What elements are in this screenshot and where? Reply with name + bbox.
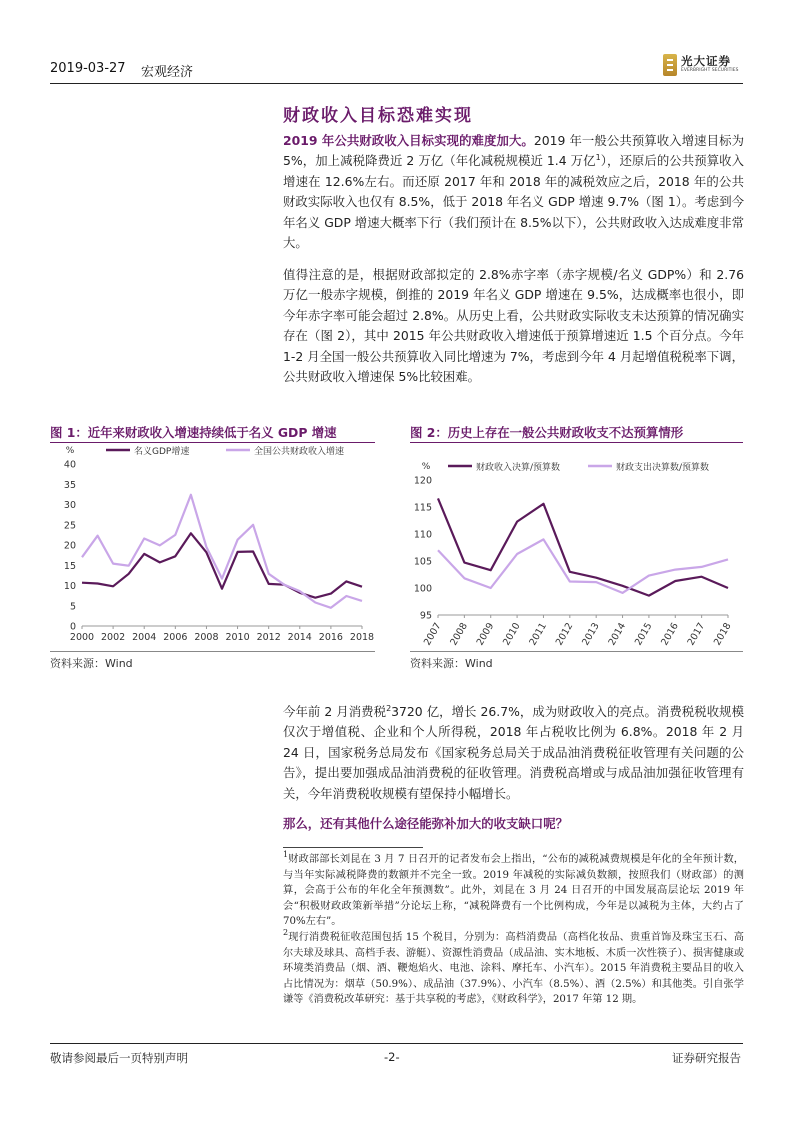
figure-2-source: 资料来源：Wind <box>410 657 493 670</box>
figure-1-chart <box>50 446 375 646</box>
x-tick-label: 2011 <box>527 621 550 648</box>
y-tick-label: 95 <box>419 610 432 622</box>
x-tick-label: 2008 <box>194 632 219 643</box>
x-tick-label: 2010 <box>225 632 250 643</box>
paragraph-1 <box>283 131 744 253</box>
section-question: 那么，还有其他什么途径能弥补加大的收支缺口呢？ <box>283 816 568 831</box>
x-tick-label: 2010 <box>501 621 523 648</box>
x-tick-label: 2000 <box>69 632 95 643</box>
x-tick-label: 2013 <box>580 621 602 648</box>
x-tick-label: 2012 <box>256 632 281 643</box>
y-tick-label: 20 <box>63 540 76 552</box>
y-tick-label: 5 <box>69 601 76 613</box>
logo-mark-icon <box>663 54 677 76</box>
series-line-2 <box>82 495 362 608</box>
x-tick-label: 2002 <box>101 632 126 643</box>
logo-name-cn: 光大证券 <box>681 54 731 68</box>
x-tick-label: 2014 <box>606 621 629 648</box>
footnote-1-text: 财政部部长刘昆在 3 月 7 日召开的记者发布会上指出，“公布的减税减费规模是年化的全年预计数，与当年实际减税降费的数额并不完全一致。2019 年减税的实际减负数额，按照我们（财政部）的测算，会高于公布的年化全年预测数”。此外，刘昆在 3 月 24 日召开的中国发展高层论坛 2019 年会“积极财政政策新举措”分论坛上称，“减税降费有一个比例构成，今年是以减税为主体，大约占了 70%左右”。 <box>283 854 744 928</box>
x-tick-label: 2004 <box>132 632 157 643</box>
y-tick-label: 10 <box>63 581 76 592</box>
x-tick-label: 2016 <box>659 621 681 648</box>
x-tick-label: 2017 <box>685 621 708 648</box>
x-tick-label: 2016 <box>318 632 343 643</box>
y-unit-label: % <box>421 462 431 472</box>
y-tick-label: 100 <box>413 583 432 595</box>
figure-2-chart <box>410 446 743 651</box>
y-tick-label: 110 <box>413 529 432 541</box>
paragraph-3-text-a: 今年前 2 月消费税 <box>283 704 387 719</box>
footnote-1-mark: 1 <box>283 850 289 859</box>
figure-2-caption: 图 2：历史上存在一般公共财政收支不达预算情形 <box>410 425 684 440</box>
report-date: 2019-03-27 <box>50 61 126 76</box>
x-tick-label: 2014 <box>287 632 312 643</box>
figure-1-top-rule <box>50 442 375 443</box>
footer-rule <box>50 1043 743 1044</box>
y-tick-label: 105 <box>413 556 432 568</box>
x-tick-label: 2018 <box>349 632 375 643</box>
header-rule <box>50 83 743 84</box>
footnote-rule <box>283 847 423 848</box>
figure-1-bottom-rule <box>50 651 375 652</box>
x-tick-label: 2008 <box>448 621 470 648</box>
y-unit-label: % <box>65 446 75 456</box>
y-tick-label: 120 <box>413 475 432 487</box>
section-title: 财政收入目标恐难实现 <box>283 106 473 126</box>
y-tick-label: 115 <box>413 502 432 514</box>
footer-report-type: 证券研究报告 <box>672 1051 741 1065</box>
report-category: 宏观经济 <box>141 65 194 80</box>
y-tick-label: 0 <box>69 621 76 633</box>
x-tick-label: 2012 <box>553 621 576 648</box>
y-tick-label: 15 <box>63 560 76 572</box>
paragraph-3 <box>283 702 744 804</box>
paragraph-1-text-b: ），还原后的公共预算收入增速在 12.6%左右。而还原 2017 年和 2018 年的减税效应之后，2018 年的公共财政实际收入也仅有 8.5%，低于 2018 年名义 GDP 增速 9.7%（图 1）。考虑到今年名义 GDP 增速大概率下行（我们预计在 8.5%以下），公共财政收入达成难度非常大。 <box>283 153 745 251</box>
figure-1-caption: 图 1：近年来财政收入增速持续低于名义 GDP 增速 <box>50 425 337 440</box>
x-tick-label: 2015 <box>632 621 655 648</box>
figure-2-top-rule <box>410 442 743 443</box>
figure-1-source: 资料来源：Wind <box>50 657 133 670</box>
footnote-ref-1[interactable]: 1 <box>595 153 601 163</box>
broker-logo <box>663 54 745 78</box>
figure-2-bottom-rule <box>410 651 743 652</box>
paragraph-2: 值得注意的是，根据财政部拟定的 2.8%赤字率（赤字规模/名义 GDP%）和 2.76 万亿一般赤字规模，倒推的 2019 年名义 GDP 增速在 9.5%，达成概率也很小，即今年赤字率可能会超过 2.8%。从历史上看，公共财政实际收支未达预算的情况确实存在（图 2），其中 2015 年公共财政收入增速低于预算增速近 1.5 个百分点。今年 1-2 月全国一般公共预算收入同比增速为 7%，考虑到今年 4 月起增值税税率下调，公共财政收入增速保 5%比较困难。 <box>283 267 744 385</box>
footnote-2 <box>283 930 744 1008</box>
x-tick-label: 2007 <box>421 621 444 648</box>
x-tick-label: 2009 <box>474 621 497 648</box>
legend-label-2: 财政支出决算数/预算数 <box>616 463 710 473</box>
legend-label-1: 财政收入决算/预算数 <box>476 463 561 473</box>
footnote-2-text: 现行消费税征收范围包括 15 个税目，分别为：高档消费品（高档化妆品、贵重首饰及珠宝玉石、高尔夫球及球具、高档手表、游艇）、资源性消费品（成品油、实木地板、木质一次性筷子）、损害健康或环境类消费品（烟、酒、鞭炮焰火、电池、涂料、摩托车、小汽车）。2015 年消费税主要品目的收入占比情况为：烟草（50.9%）、成品油（37.9%）、小汽车（8.5%）、酒（2.5%）和其他类。引自张学谦等《消费税改革研究：基于共享税的考虑》，《财政科学》，2017 年第 12 期。 <box>283 932 744 1006</box>
paragraph-3-text-b: 3720 亿，增长 26.7%，成为财政收入的亮点。消费税税收规模仅次于增值税、企业和个人所得税，2018 年占税收比例为 6.8%。2018 年 2 月 24 日，国家税务总局发布《国家税务总局关于成品油消费税征收管理有关问题的公告》，提出要加强成品油消费税的征收管理。消费税高增或与成品油加强征收管理有关，今年消费税收规模有望保持小幅增长。 <box>283 704 744 801</box>
logo-name-en: EVERBRIGHT SECURITIES <box>681 68 739 73</box>
footnote-ref-2[interactable]: 2 <box>386 704 392 713</box>
y-tick-label: 35 <box>63 479 76 491</box>
y-tick-label: 25 <box>63 520 76 532</box>
paragraph-1-text-a: 2019 年一般公共预算收入增速目标为 5%，加上减税降费近 2 万亿（年化减税规模近 1.4 万亿 <box>283 133 744 169</box>
page-number: -2- <box>384 1050 400 1064</box>
x-tick-label: 2006 <box>163 632 188 643</box>
footnote-2-mark: 2 <box>283 928 289 937</box>
y-tick-label: 30 <box>63 500 76 511</box>
x-tick-label: 2018 <box>711 621 734 648</box>
footnote-1 <box>283 852 744 930</box>
paragraph-1-lead: 2019 年公共财政收入目标实现的难度加大。 <box>283 133 534 148</box>
series-line-2 <box>438 539 728 593</box>
footer-disclaimer: 敬请参阅最后一页特别声明 <box>50 1051 188 1065</box>
legend-label-2: 全国公共财政收入增速 <box>254 447 345 457</box>
y-tick-label: 40 <box>63 459 76 471</box>
legend-label-1: 名义GDP增速 <box>134 447 190 457</box>
